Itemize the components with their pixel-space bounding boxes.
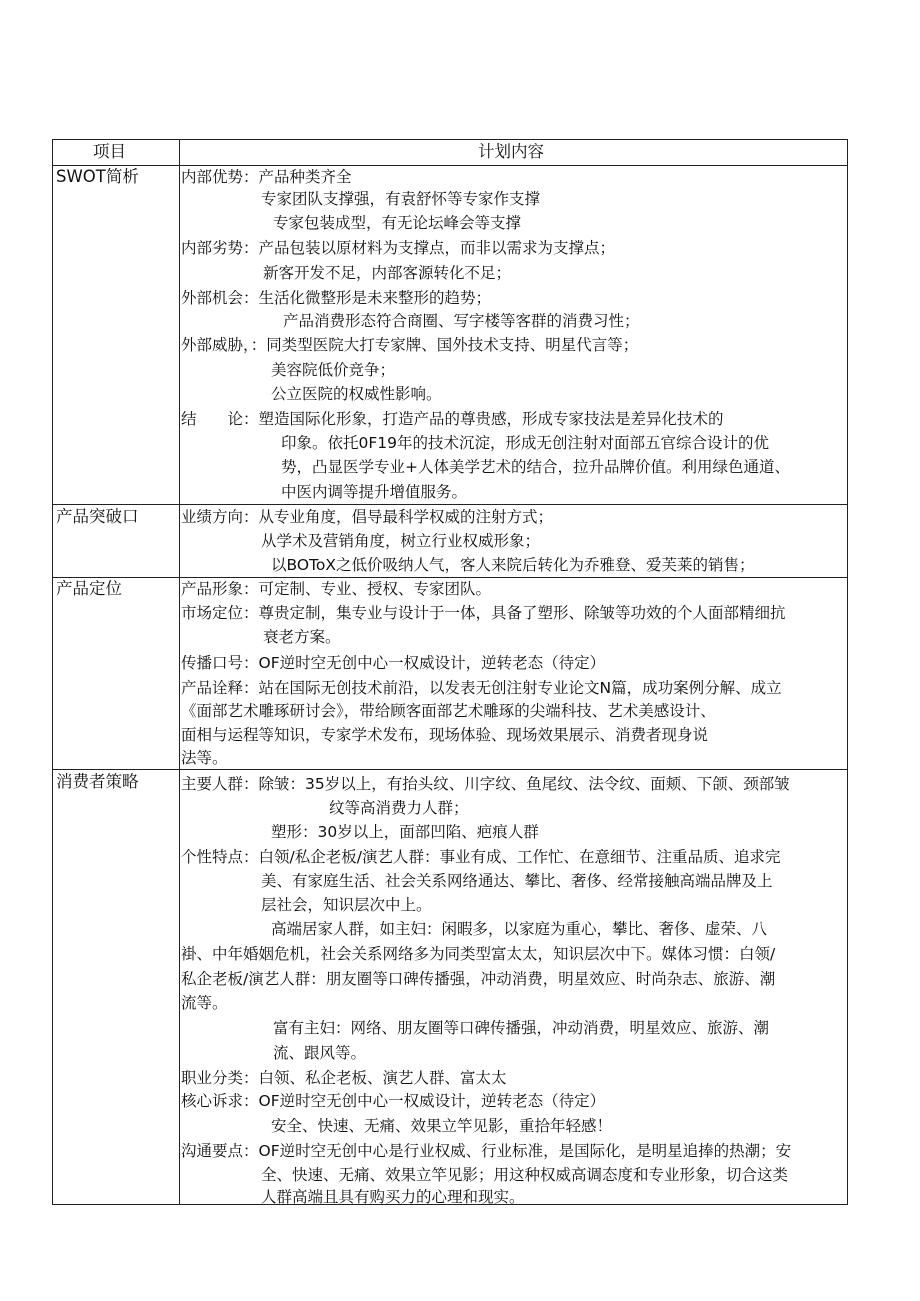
consumer-line: 流等。: [181, 994, 228, 1012]
positioning-line: 《面部艺术雕琢研讨会》，带给顾客面部艺术雕琢的尖端科技、艺术美感设计、: [181, 702, 716, 720]
consumer-line: 职业分类：白领、私企老板、演艺人群、富太太: [181, 1069, 507, 1087]
column-divider: [179, 140, 180, 1204]
row-divider: [53, 504, 847, 505]
header-plan-content: 计划内容: [478, 142, 544, 161]
swot-line: 公立医院的权威性影响。: [271, 385, 442, 403]
breakthrough-line: 业绩方向：从专业角度，倡导最科学权威的注射方式；: [181, 508, 554, 526]
swot-line: 专家包装成型，有无论坛峰会等支撑: [273, 214, 522, 232]
consumer-line: 美、有家庭生活、社会关系网络通达、攀比、奢侈、经常接触高端品牌及上: [261, 872, 773, 890]
positioning-line: 产品形象：可定制、专业、授权、专家团队。: [181, 580, 492, 598]
plan-table: [52, 139, 848, 1205]
swot-line: 专家团队支撑强，有袁舒怀等专家作支撑: [261, 190, 541, 208]
consumer-line: 流、跟风等。: [273, 1044, 367, 1062]
positioning-line: 法等。: [181, 749, 228, 767]
swot-line: 结 论：塑造国际化形象，打造产品的尊贵感，形成专家技法是差异化技术的: [181, 410, 724, 428]
swot-line: 外部威胁，：同类型医院大打专家牌、国外技术支持、明星代言等；: [181, 336, 639, 354]
swot-line: 产品消费形态符合商圈、写字楼等客群的消费习性；: [283, 312, 640, 330]
swot-line: 新客开发不足，内部客源转化不足；: [263, 264, 512, 282]
consumer-line: 高端居家人群，如主妇：闲暇多，以家庭为重心，攀比、奢侈、虚荣、八: [271, 920, 768, 938]
consumer-line: 个性特点：白领/私企老板/演艺人群：事业有成、工作忙、在意细节、注重品质、追求完: [181, 848, 781, 866]
row-label-swot: SWOT简析: [56, 167, 139, 186]
positioning-line: 产品诠释：站在国际无创技术前沿，以发表无创注射专业论文N篇，成功案例分解、成立: [181, 679, 782, 697]
consumer-line: 安全、快速、无痛、效果立竿见影，重拾年轻感！: [271, 1117, 613, 1135]
consumer-line: 富有主妇：网络、朋友圈等口碑传播强，冲动消费，明星效应、旅游、潮: [273, 1019, 770, 1037]
consumer-line: 核心诉求：OF逆时空无创中心一权威设计，逆转老态（待定）: [181, 1092, 606, 1110]
positioning-line: 传播口号：OF逆时空无创中心一权威设计，逆转老态（待定）: [181, 654, 606, 672]
consumer-line: 主要人群：除皱：35岁以上，有抬头纹、川字纹、鱼尾纹、法令纹、面颊、下颌、颈部皱: [181, 775, 790, 793]
breakthrough-line: 以BOToX之低价吸纳人气，客人来院后转化为乔雅登、爱芙莱的销售；: [271, 556, 755, 574]
positioning-line: 面相与运程等知识，专家学术发布，现场体验、现场效果展示、消费者现身说: [181, 726, 709, 744]
consumer-line: 人群高端且具有购买力的心理和现实。: [261, 1188, 525, 1206]
swot-line: 中医内调等提升增值服务。: [281, 483, 468, 501]
positioning-line: 市场定位：尊贵定制，集专业与设计于一体，具备了塑形、除皱等功效的个人面部精细抗: [181, 604, 786, 622]
consumer-line: 塑形：30岁以上，面部凹陷、疤痕人群: [271, 823, 539, 841]
breakthrough-line: 从学术及营销角度，树立行业权威形象；: [261, 532, 541, 550]
swot-line: 内部优势：产品种类齐全: [181, 168, 352, 186]
swot-line: 内部劣势：产品包装以原材料为支撑点，而非以需求为支撑点；: [181, 239, 616, 257]
swot-line: 美容院低价竞争；: [271, 361, 396, 379]
consumer-line: 层社会，知识层次中上。: [261, 896, 432, 914]
consumer-line: 私企老板/演艺人群：朋友圈等口碑传播强，冲动消费，明星效应、时尚杂志、旅游、潮: [181, 970, 776, 988]
consumer-line: 沟通要点：OF逆时空无创中心是行业权威、行业标准，是国际化，是明星追捧的热潮；安: [181, 1142, 792, 1160]
consumer-line: 纹等高消费力人群；: [329, 799, 469, 817]
row-label-consumer: 消费者策略: [56, 772, 139, 791]
header-item: 项目: [93, 142, 126, 161]
row-label-breakthrough: 产品突破口: [56, 507, 139, 526]
positioning-line: 衰老方案。: [263, 628, 341, 646]
swot-line: 势，凸显医学专业+人体美学艺术的结合，拉升品牌价值。利用绿色通道、: [281, 458, 790, 476]
swot-line: 外部机会：生活化微整形是未来整形的趋势；: [181, 289, 492, 307]
row-label-positioning: 产品定位: [56, 579, 122, 598]
swot-line: 印象。依托0F19年的技术沉淀，形成无创注射对面部五官综合设计的优: [281, 434, 770, 452]
consumer-line: 全、快速、无痛、效果立竿见影；用这种权威高调态度和专业形象，切合这类: [261, 1166, 789, 1184]
row-divider: [53, 769, 847, 770]
consumer-line: 褂、中年婚姻危机，社会关系网络多为同类型富太太，知识层次中下。媒体习惯：白领/: [181, 945, 776, 963]
row-divider: [53, 165, 847, 166]
